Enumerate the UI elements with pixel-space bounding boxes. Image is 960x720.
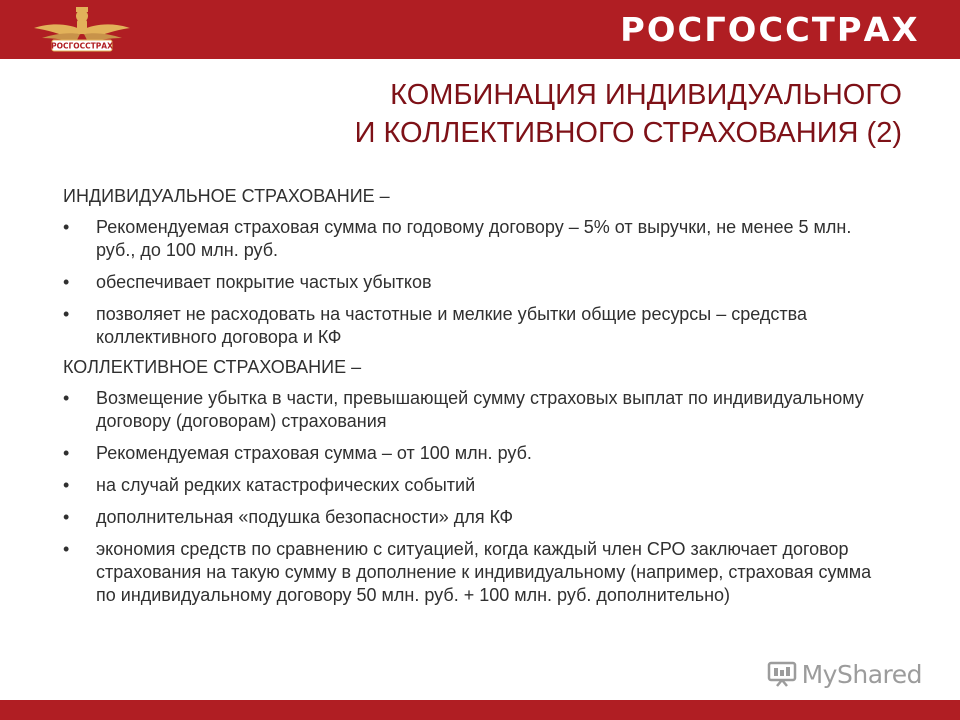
- list-item-text: экономия средств по сравнению с ситуацией, когда каждый член СРО заключает договор страхования на такую сумму в дополнение к индивидуальному (например, страховая сумма по индивидуальному договору 50 млн. руб. + 100 млн. руб. дополнительно): [96, 539, 872, 605]
- watermark-text: MyShared: [801, 659, 922, 689]
- list-item-text: дополнительная «подушка безопасности» для КФ: [96, 507, 514, 527]
- slide-title-line-2: И КОЛЛЕКТИВНОГО СТРАХОВАНИЯ (2): [354, 117, 902, 149]
- eagle-emblem-icon: [30, 4, 134, 54]
- slide-title: [355, 76, 902, 152]
- presentation-screen-icon: [767, 661, 797, 687]
- list-item: [63, 538, 893, 607]
- section-heading-individual: ИНДИВИДУАЛЬНОЕ СТРАХОВАНИЕ –: [63, 186, 390, 206]
- section-heading-collective: КОЛЛЕКТИВНОЕ СТРАХОВАНИЕ –: [63, 357, 362, 377]
- list-item-text: Возмещение убытка в части, превышающей сумму страховых выплат по индивидуальному договору (договорам) страхования: [96, 388, 864, 431]
- bullet-icon: •: [63, 443, 70, 463]
- list-item: [63, 387, 893, 433]
- list-item: [63, 442, 893, 465]
- list-item-text: Рекомендуемая страховая сумма по годовому договору – 5% от выручки, не менее 5 млн. руб., до 100 млн. руб.: [96, 217, 852, 260]
- list-item: [63, 271, 893, 294]
- bullet-icon: •: [63, 272, 70, 292]
- bullet-icon: •: [63, 475, 70, 495]
- list-item: [63, 216, 893, 262]
- bullet-icon: •: [63, 388, 70, 408]
- bullet-icon: •: [63, 539, 70, 559]
- list-item: [63, 474, 893, 497]
- bottom-brand-band: [0, 700, 960, 720]
- bullet-icon: •: [63, 304, 70, 324]
- collective-bullet-list: [63, 387, 893, 607]
- slide-title-line-1: КОМБИНАЦИЯ ИНДИВИДУАЛЬНОГО: [390, 79, 902, 111]
- list-item: [63, 506, 893, 529]
- list-item-text: Рекомендуемая страховая сумма – от 100 млн. руб.: [96, 443, 532, 463]
- list-item-text: на случай редких катастрофических событий: [96, 475, 476, 495]
- slide-body: [63, 185, 893, 616]
- logo-caption: РОСГОССТРАХ: [51, 41, 113, 51]
- individual-bullet-list: [63, 216, 893, 349]
- myshared-watermark[interactable]: [767, 658, 922, 690]
- brand-wordmark: РОСГОССТРАХ: [620, 10, 920, 49]
- list-item: [63, 303, 893, 349]
- list-item-text: обеспечивает покрытие частых убытков: [96, 272, 432, 292]
- bullet-icon: •: [63, 217, 70, 237]
- list-item-text: позволяет не расходовать на частотные и мелкие убытки общие ресурсы – средства коллективного договора и КФ: [96, 304, 807, 347]
- bullet-icon: •: [63, 507, 70, 527]
- rosgosstrakh-logo-emblem: [30, 4, 134, 54]
